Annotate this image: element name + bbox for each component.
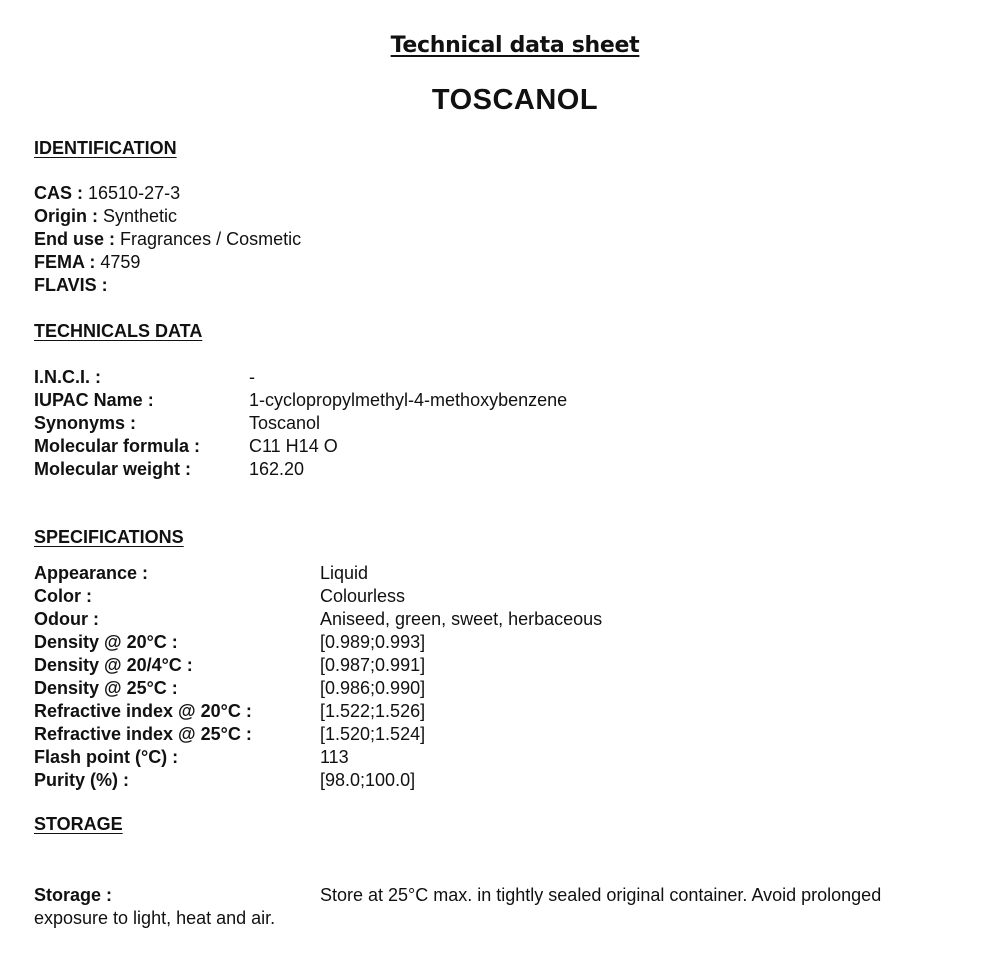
origin-value: Synthetic <box>103 206 178 226</box>
origin-row <box>34 205 177 228</box>
inci-value: - <box>249 367 255 387</box>
density-25-value: [0.986;0.990] <box>320 678 426 698</box>
density-25-row <box>34 677 426 700</box>
end-use-label: End use : <box>34 229 116 249</box>
appearance-label: Appearance : <box>34 563 149 583</box>
iupac-label: IUPAC Name : <box>34 390 154 410</box>
density-20-4-label: Density @ 20/4°C : <box>34 655 193 675</box>
end-use-value: Fragrances / Cosmetic <box>120 229 302 249</box>
flash-point-label: Flash point (°C) : <box>34 747 179 767</box>
refractive-index-25-label: Refractive index @ 25°C : <box>34 724 252 744</box>
color-row <box>34 585 406 608</box>
inci-label: I.N.C.I. : <box>34 367 101 387</box>
iupac-value: 1-cyclopropylmethyl-4-methoxybenzene <box>249 390 568 410</box>
refractive-index-25-value: [1.520;1.524] <box>320 724 426 744</box>
cas-value: 16510-27-3 <box>88 183 181 203</box>
density-25-label: Density @ 25°C : <box>34 678 178 698</box>
refractive-index-20-value: [1.522;1.526] <box>320 701 426 721</box>
synonyms-value: Toscanol <box>249 413 321 433</box>
density-20-value: [0.989;0.993] <box>320 632 426 652</box>
storage-value-line1: Store at 25°C max. in tightly sealed original container. Avoid prolonged <box>320 885 882 905</box>
synonyms-label: Synonyms : <box>34 413 137 433</box>
technical-data-heading: TECHNICALS DATA <box>34 321 203 341</box>
inci-row <box>34 366 255 389</box>
purity-value: [98.0;100.0] <box>320 770 416 790</box>
flash-point-row <box>34 746 349 769</box>
refractive-index-25-row <box>34 723 426 746</box>
refractive-index-20-row <box>34 700 426 723</box>
molecular-weight-value: 162.20 <box>249 459 305 479</box>
fema-label: FEMA : <box>34 252 96 272</box>
molecular-weight-row <box>34 458 305 481</box>
fema-row <box>34 251 140 274</box>
odour-row <box>34 608 603 631</box>
storage-heading: STORAGE <box>34 814 123 834</box>
storage-row <box>34 884 882 907</box>
density-20-4-value: [0.987;0.991] <box>320 655 426 675</box>
storage-value-line2: exposure to light, heat and air. <box>34 908 276 928</box>
purity-label: Purity (%) : <box>34 770 130 790</box>
density-20-4-row <box>34 654 426 677</box>
molecular-formula-value: C11 H14 O <box>249 436 338 456</box>
odour-value: Aniseed, green, sweet, herbaceous <box>320 609 603 629</box>
sheet-title: Technical data sheet <box>390 33 640 58</box>
end-use-row <box>34 228 301 251</box>
product-name: TOSCANOL <box>431 84 599 116</box>
appearance-value: Liquid <box>320 563 369 583</box>
molecular-formula-row <box>34 435 338 458</box>
flavis-label: FLAVIS : <box>34 275 108 295</box>
synonyms-row <box>34 412 321 435</box>
density-20-row <box>34 631 426 654</box>
cas-row <box>34 182 180 205</box>
purity-row <box>34 769 416 792</box>
molecular-weight-label: Molecular weight : <box>34 459 192 479</box>
flavis-row <box>34 274 108 297</box>
cas-label: CAS : <box>34 183 83 203</box>
color-label: Color : <box>34 586 92 606</box>
flash-point-value: 113 <box>320 747 349 767</box>
identification-heading: IDENTIFICATION <box>34 138 177 158</box>
density-20-label: Density @ 20°C : <box>34 632 178 652</box>
fema-value: 4759 <box>100 252 141 272</box>
origin-label: Origin : <box>34 206 98 226</box>
odour-label: Odour : <box>34 609 99 629</box>
storage-label: Storage : <box>34 885 113 905</box>
molecular-formula-label: Molecular formula : <box>34 436 201 456</box>
refractive-index-20-label: Refractive index @ 20°C : <box>34 701 252 721</box>
color-value: Colourless <box>320 586 406 606</box>
specifications-heading: SPECIFICATIONS <box>34 527 184 547</box>
appearance-row <box>34 562 369 585</box>
iupac-row <box>34 389 568 412</box>
